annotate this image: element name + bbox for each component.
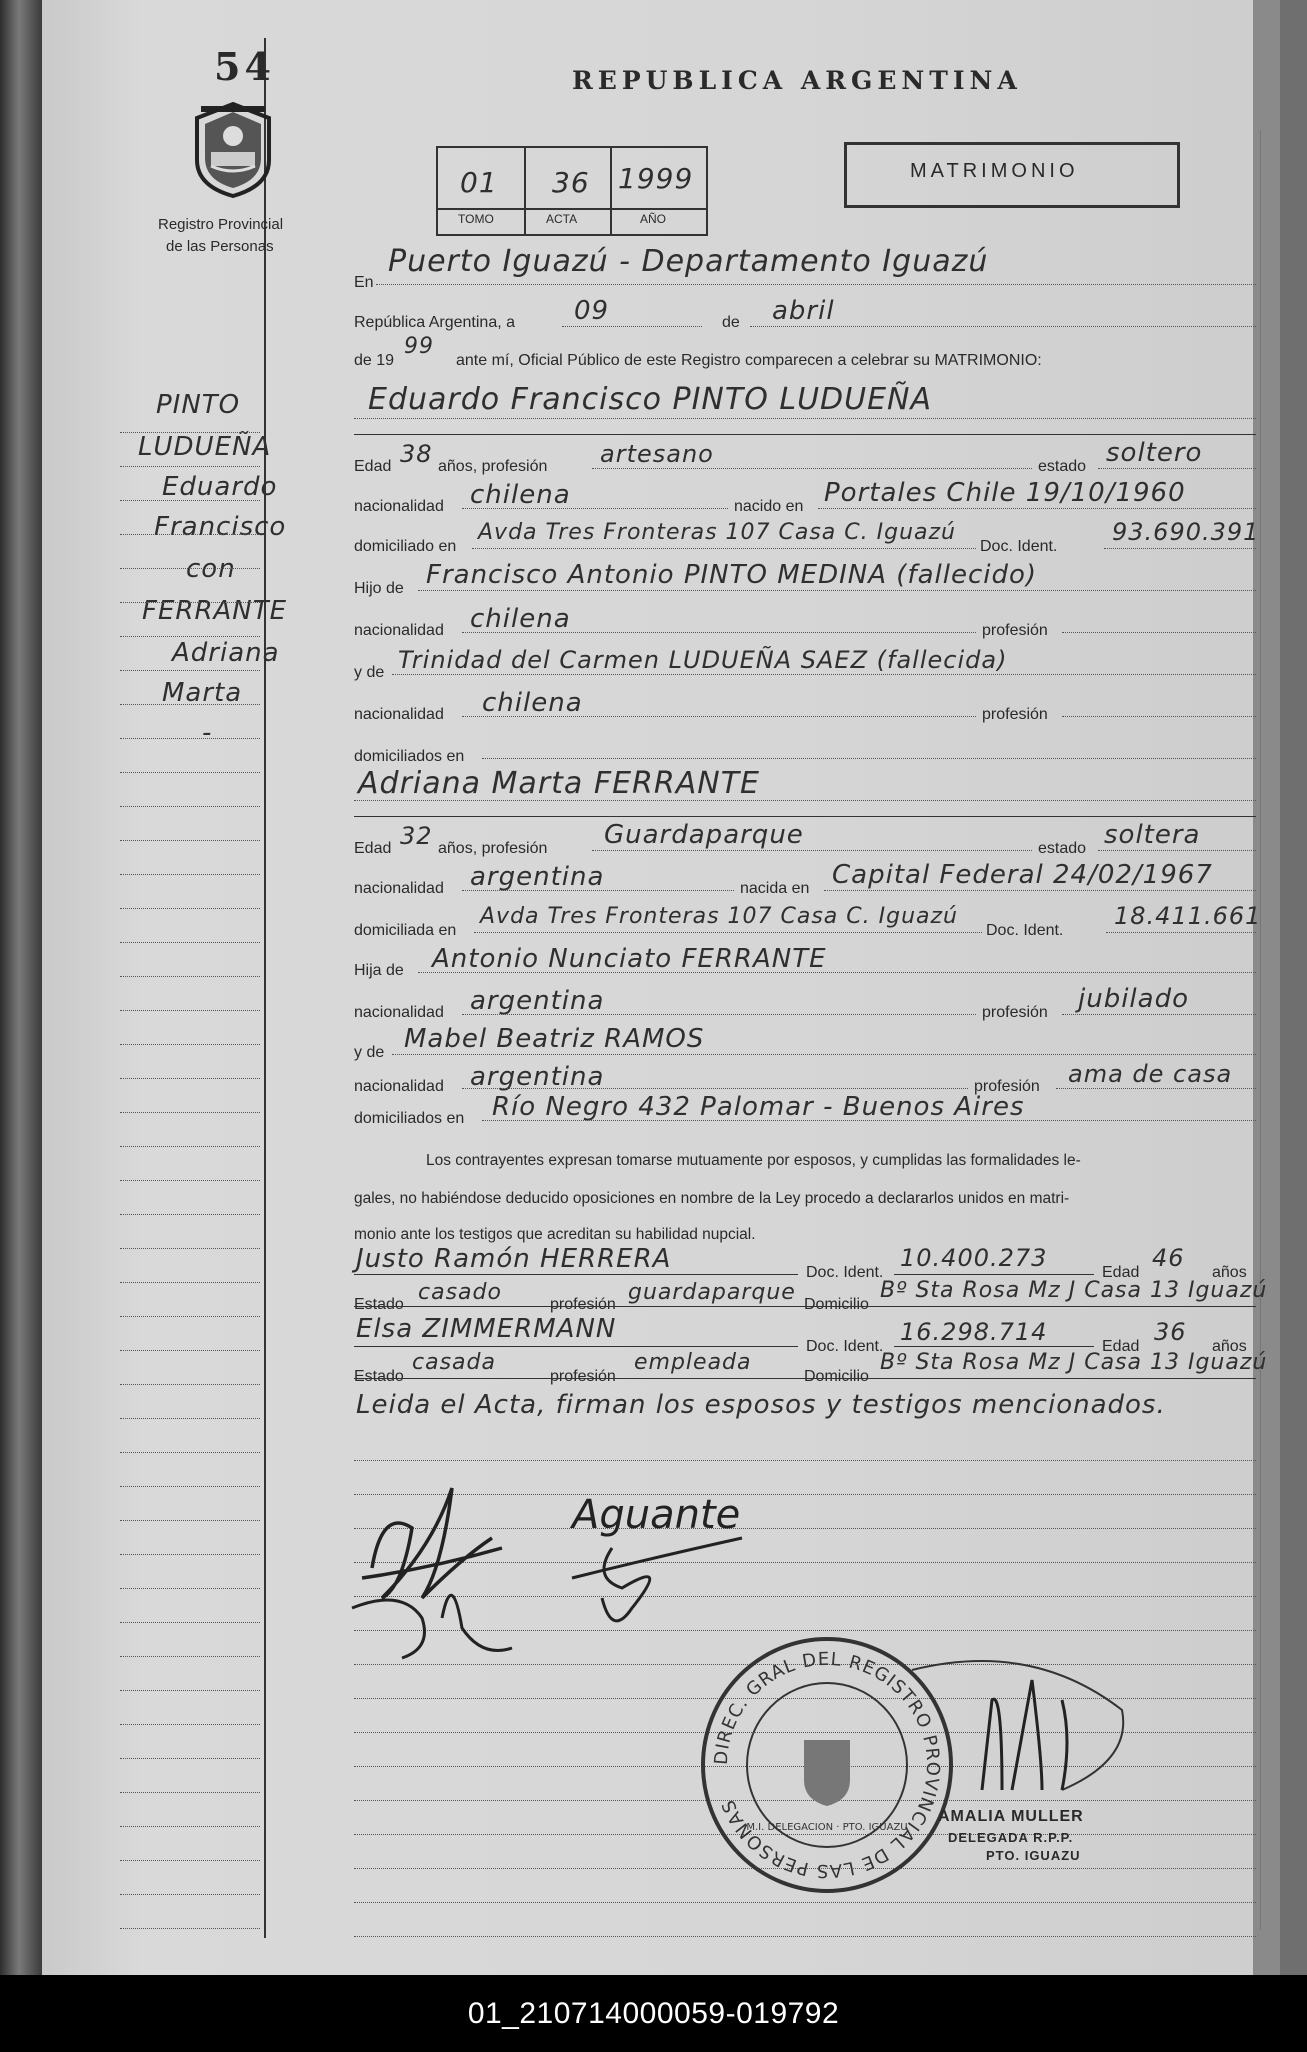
groom-birth: Portales Chile 19/10/1960 <box>824 478 1186 508</box>
margin-note: con <box>186 554 236 584</box>
l24 <box>462 1088 968 1089</box>
l19 <box>1106 932 1256 933</box>
margin-rule <box>120 1928 260 1929</box>
margin-rule <box>120 1622 260 1623</box>
signature-scribble-2 <box>552 1468 782 1648</box>
l6 <box>1104 548 1256 549</box>
bride-name: Adriana Marta FERRANTE <box>358 766 760 801</box>
margin-rule <box>120 568 260 569</box>
witness1-name: Justo Ramón HERRERA <box>356 1244 672 1274</box>
bride-mother-prof-label: profesión <box>974 1078 1040 1095</box>
l10 <box>392 674 1256 675</box>
ano-label: AÑO <box>640 212 667 226</box>
l4 <box>818 508 1256 509</box>
groom-father-nat: chilena <box>470 604 571 634</box>
bride-mother-nat-label: nacionalidad <box>354 1078 444 1095</box>
l23 <box>392 1054 1256 1055</box>
closing-statement: Leida el Acta, firman los esposos y testigos mencionados. <box>356 1390 1166 1420</box>
margin-rule <box>120 1758 260 1759</box>
witness1-age-label: Edad <box>1102 1264 1140 1281</box>
ano-value: 1999 <box>618 162 694 195</box>
groom-mother-nat-label: nacionalidad <box>354 706 444 723</box>
margin-rule <box>120 466 260 467</box>
bride-civil: soltera <box>1104 820 1201 850</box>
margin-rule <box>120 738 260 739</box>
l1 <box>592 468 1032 469</box>
bride-mother-nat: argentina <box>470 1062 605 1092</box>
tomo-label: TOMO <box>458 212 494 226</box>
bride-parents-dom-label: domiciliados en <box>354 1110 465 1127</box>
bride-father: Antonio Nunciato FERRANTE <box>432 944 827 974</box>
margin-rule <box>120 1112 260 1113</box>
groom-separator <box>354 434 1256 435</box>
l21 <box>462 1014 976 1015</box>
groom-dom-label: domiciliado en <box>354 538 457 555</box>
bride-doc: 18.411.661 <box>1114 902 1262 930</box>
witness2-name: Elsa ZIMMERMANN <box>356 1314 617 1344</box>
groom-yde-label: y de <box>354 664 385 681</box>
witness2-prof: empleada <box>634 1350 752 1375</box>
bride-father-prof-label: profesión <box>982 1004 1048 1021</box>
l14 <box>592 850 1032 851</box>
bride-age: 32 <box>400 822 433 850</box>
margin-rule <box>120 1350 260 1351</box>
groom-civil: soltero <box>1106 438 1203 468</box>
l5 <box>472 548 976 549</box>
l9 <box>1062 632 1256 633</box>
groom-nationality: chilena <box>470 480 571 510</box>
bride-nat-label: nacionalidad <box>354 880 444 897</box>
declaration-line1: Los contrayentes expresan tomarse mutuamente por esposos, y cumplidas las formalidades le- <box>426 1152 1081 1169</box>
margin-note: Eduardo <box>162 472 278 502</box>
org-name-line1: Registro Provincial <box>158 216 284 233</box>
bride-address: Avda Tres Fronteras 107 Casa C. Iguazú <box>480 904 958 929</box>
l11 <box>462 716 976 717</box>
witness2-estado-label: Estado <box>354 1368 404 1385</box>
book-binding <box>0 0 42 1975</box>
margin-rule <box>120 772 260 773</box>
witness2-dom-label: Domicilio <box>804 1368 869 1385</box>
l27 <box>354 1274 798 1275</box>
margin-rule <box>120 1894 260 1895</box>
record-type: MATRIMONIO <box>910 160 1079 182</box>
witness1-prof: guardaparque <box>628 1280 796 1305</box>
groom-estado-label: estado <box>1038 458 1087 475</box>
bride-dom-label: domiciliada en <box>354 922 457 939</box>
margin-rule <box>120 1282 260 1283</box>
groom-mother-nat: chilena <box>482 688 583 718</box>
margin-divider <box>264 38 266 1938</box>
right-border <box>1260 130 1261 1930</box>
l12 <box>1062 716 1256 717</box>
margin-rule <box>120 1826 260 1827</box>
groom-age-label: Edad <box>354 458 392 475</box>
witness1-civil: casado <box>418 1280 502 1305</box>
margin-note: Adriana <box>172 638 280 668</box>
acta-label: ACTA <box>546 212 578 226</box>
bride-nacida-label: nacida en <box>740 880 810 897</box>
bride-father-prof: jubilado <box>1078 984 1189 1014</box>
l20 <box>418 972 1256 973</box>
witness1-prof-label: profesión <box>550 1296 616 1313</box>
margin-rule <box>120 534 260 535</box>
official-place: PTO. IGUAZU <box>986 1848 1081 1863</box>
document-page <box>42 0 1280 1975</box>
margin-rule <box>120 1384 260 1385</box>
groom-name: Eduardo Francisco PINTO LUDUEÑA <box>368 382 932 417</box>
l3 <box>462 508 728 509</box>
bride-father-nat: argentina <box>470 986 605 1016</box>
groom-prof-label: años, profesión <box>438 458 548 475</box>
witness2-age: 36 <box>1154 1318 1187 1346</box>
groom-doc-label: Doc. Ident. <box>980 538 1058 555</box>
margin-rule <box>120 1690 260 1691</box>
l2 <box>1098 468 1256 469</box>
margin-rule <box>120 636 260 637</box>
place-line <box>376 284 1256 285</box>
l28 <box>894 1274 1094 1275</box>
acta-value: 36 <box>552 166 590 199</box>
l31 <box>894 1346 1094 1347</box>
bride-hija-label: Hija de <box>354 962 404 979</box>
margin-rule <box>120 806 260 807</box>
margin-rule <box>120 1860 260 1861</box>
margin-note: LUDUEÑA <box>138 432 272 462</box>
margin-rule <box>120 1248 260 1249</box>
margin-rule <box>120 1724 260 1725</box>
witness1-doc: 10.400.273 <box>900 1244 1048 1272</box>
month-value: abril <box>772 296 835 326</box>
groom-profession: artesano <box>600 440 714 468</box>
seal-ring-text: DIREC. GRAL DEL REGISTRO PROVINCIAL DE LAS PERSONAS <box>710 1648 944 1882</box>
witness1-dom-label: Domicilio <box>804 1296 869 1313</box>
seal-inner-text: M.I. DELEGACION · PTO. IGUAZU <box>746 1822 908 1833</box>
witness2-age-label: Edad <box>1102 1338 1140 1355</box>
sig2-text: Aguante <box>572 1492 741 1538</box>
witness1-estado-label: Estado <box>354 1296 404 1313</box>
signature-rule <box>354 1902 1256 1903</box>
groom-father: Francisco Antonio PINTO MEDINA (fallecido) <box>426 560 1038 590</box>
de-label: de <box>722 314 740 331</box>
witness2-prof-label: profesión <box>550 1368 616 1385</box>
official-title: DELEGADA R.P.P. <box>948 1830 1074 1845</box>
official-signature <box>892 1640 1152 1820</box>
year-label: de 19 <box>354 352 395 369</box>
org-name-line2: de las Personas <box>166 238 274 255</box>
witness2-anos-label: años <box>1212 1338 1247 1355</box>
witness2-doc: 16.298.714 <box>900 1318 1048 1346</box>
tomo-value: 01 <box>460 166 498 199</box>
bride-prof-label: años, profesión <box>438 840 548 857</box>
margin-rule <box>120 1044 260 1045</box>
l32 <box>354 1378 1256 1379</box>
margin-rule <box>120 1656 260 1657</box>
margin-rule <box>120 976 260 977</box>
groom-address: Avda Tres Fronteras 107 Casa C. Iguazú <box>478 520 956 545</box>
groom-name-line <box>354 418 1256 419</box>
margin-note: Francisco <box>154 512 287 542</box>
margin-rule <box>120 602 260 603</box>
margin-note: - <box>202 718 213 748</box>
bride-parents-address: Río Negro 432 Palomar - Buenos Aires <box>492 1092 1025 1122</box>
margin-note: FERRANTE <box>142 596 288 626</box>
day-value: 09 <box>574 296 610 326</box>
groom-mother-prof-label: profesión <box>982 706 1048 723</box>
l18 <box>474 932 982 933</box>
bride-yde-label: y de <box>354 1044 385 1061</box>
margin-rule <box>120 942 260 943</box>
groom-father-nat-label: nacionalidad <box>354 622 444 639</box>
declaration-line2: gales, no habiéndose deducido oposiciones en nombre de la Ley procedo a declararlos unidos en matri- <box>354 1190 1070 1207</box>
country-title: REPUBLICA ARGENTINA <box>572 66 1022 95</box>
margin-rule <box>120 908 260 909</box>
provincial-seal-icon <box>187 100 279 200</box>
signature-rule <box>354 1936 1256 1937</box>
margin-rule <box>120 1146 260 1147</box>
margin-rule <box>120 1214 260 1215</box>
l30 <box>354 1346 798 1347</box>
margin-rule <box>120 1078 260 1079</box>
groom-nacido-label: nacido en <box>734 498 804 515</box>
l22 <box>1062 1014 1256 1015</box>
bride-doc-label: Doc. Ident. <box>986 922 1064 939</box>
witness2-doc-label: Doc. Ident. <box>806 1338 884 1355</box>
witness2-address: Bº Sta Rosa Mz J Casa 13 Iguazú <box>880 1350 1268 1375</box>
l16 <box>462 890 734 891</box>
margin-note: Marta <box>162 678 243 708</box>
l17 <box>824 890 1256 891</box>
witness1-address: Bº Sta Rosa Mz J Casa 13 Iguazú <box>880 1278 1268 1303</box>
margin-rule <box>120 1452 260 1453</box>
bride-mother: Mabel Beatriz RAMOS <box>404 1024 705 1054</box>
groom-mother: Trinidad del Carmen LUDUEÑA SAEZ (fallecida) <box>398 646 1008 674</box>
margin-rule <box>120 840 260 841</box>
l15 <box>1098 850 1256 851</box>
place-value: Puerto Iguazú - Departamento Iguazú <box>388 244 989 279</box>
declaration-line3: monio ante los testigos que acreditan su habilidad nupcial. <box>354 1226 756 1243</box>
witness1-doc-label: Doc. Ident. <box>806 1264 884 1281</box>
margin-rule <box>120 1554 260 1555</box>
margin-rule <box>120 500 260 501</box>
margin-rule <box>120 1010 260 1011</box>
groom-parents-dom-label: domiciliados en <box>354 748 465 765</box>
document-barcode-footer: 01_210714000059-019792 <box>0 1975 1307 2052</box>
margin-rule <box>120 1180 260 1181</box>
year-suffix: 99 <box>404 334 434 359</box>
margin-rule <box>120 1418 260 1419</box>
witness2-civil: casada <box>412 1350 496 1375</box>
day-line <box>562 326 702 327</box>
margin-rule <box>120 670 260 671</box>
bride-father-nat-label: nacionalidad <box>354 1004 444 1021</box>
groom-age: 38 <box>400 440 433 468</box>
margin-note: PINTO <box>156 390 241 420</box>
bride-name-line <box>354 800 1256 801</box>
bride-nationality: argentina <box>470 862 605 892</box>
groom-nat-label: nacionalidad <box>354 498 444 515</box>
margin-rule <box>120 1588 260 1589</box>
margin-rule <box>120 704 260 705</box>
l7 <box>418 590 1256 591</box>
witness1-age: 46 <box>1152 1244 1185 1272</box>
bride-age-label: Edad <box>354 840 392 857</box>
l13 <box>482 758 1256 759</box>
groom-father-prof-label: profesión <box>982 622 1048 639</box>
bride-profession: Guardaparque <box>604 820 804 850</box>
groom-hijo-label: Hijo de <box>354 580 404 597</box>
republica-label: República Argentina, a <box>354 314 515 331</box>
margin-rule <box>120 1486 260 1487</box>
bride-birth: Capital Federal 24/02/1967 <box>832 860 1213 890</box>
witness1-anos-label: años <box>1212 1264 1247 1281</box>
margin-rule <box>120 1520 260 1521</box>
margin-rule <box>120 1792 260 1793</box>
bride-separator <box>354 816 1256 817</box>
bride-estado-label: estado <box>1038 840 1087 857</box>
l8 <box>462 632 976 633</box>
margin-rule <box>120 874 260 875</box>
page-edge <box>1253 0 1280 1975</box>
l25 <box>1056 1088 1256 1089</box>
page-number: 54 <box>214 44 275 89</box>
en-label: En <box>354 274 374 291</box>
intro-statement: ante mí, Oficial Público de este Registro comparecen a celebrar su MATRIMONIO: <box>456 352 1042 369</box>
month-line <box>750 326 1256 327</box>
official-name: AMALIA MULLER <box>938 1808 1084 1825</box>
l29 <box>354 1306 1256 1307</box>
margin-rule <box>120 1316 260 1317</box>
bride-mother-prof: ama de casa <box>1068 1060 1233 1088</box>
l26 <box>482 1120 1256 1121</box>
margin-rule <box>120 432 260 433</box>
groom-doc: 93.690.391 <box>1112 518 1260 546</box>
